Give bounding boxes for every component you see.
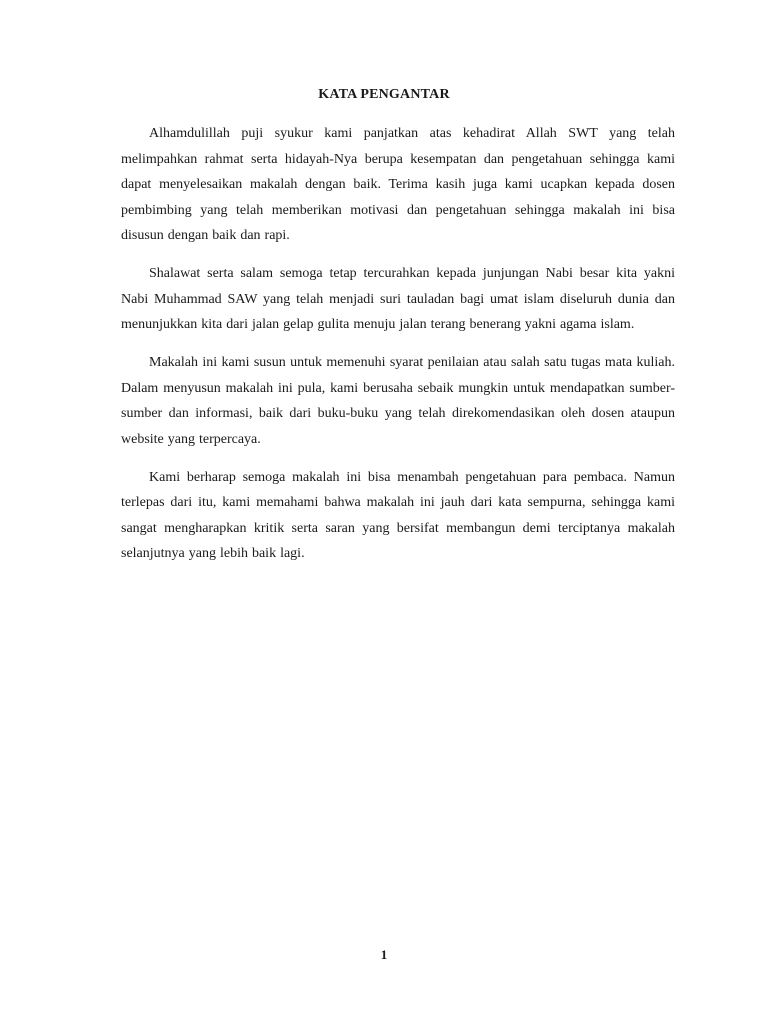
paragraph-2: Shalawat serta salam semoga tetap tercurahkan kepada junjungan Nabi besar kita yakni Nabi Muhammad SAW yang telah menjadi suri tauladan bagi umat islam diseluruh dunia dan menunjukkan kita dari jalan gelap gulita menuju jalan terang benerang yakni agama islam. [121,266,675,332]
paragraph-3: Makalah ini kami susun untuk memenuhi syarat penilaian atau salah satu tugas mata kuliah. Dalam menyusun makalah ini pula, kami berusaha sebaik mungkin untuk mendapatkan sumber-sumber dan informasi, baik dari buku-buku yang telah direkomendasikan oleh dosen ataupun website yang terpercaya. [121,355,675,447]
paragraph-1: Alhamdulillah puji syukur kami panjatkan atas kehadirat Allah SWT yang telah melimpahkan rahmat serta hidayah-Nya berupa kesempatan dan pengetahuan sehingga kami dapat menyelesaikan makalah dengan baik. Terima kasih juga kami ucapkan kepada dosen pembimbing yang telah memberikan motivasi dan pengetahuan sehingga makalah ini bisa disusun dengan baik dan rapi. [121,126,675,243]
page-number: 1 [380,947,388,962]
page-title: KATA PENGANTAR [318,87,450,102]
paragraph-4: Kami berharap semoga makalah ini bisa menambah pengetahuan para pembaca. Namun terlepas dari itu, kami memahami bahwa makalah ini jauh dari kata sempurna, sehingga kami sangat mengharapkan kritik serta saran yang bersifat membangun demi terciptanya makalah selanjutnya yang lebih baik lagi. [121,469,675,561]
body-text [121,121,675,579]
